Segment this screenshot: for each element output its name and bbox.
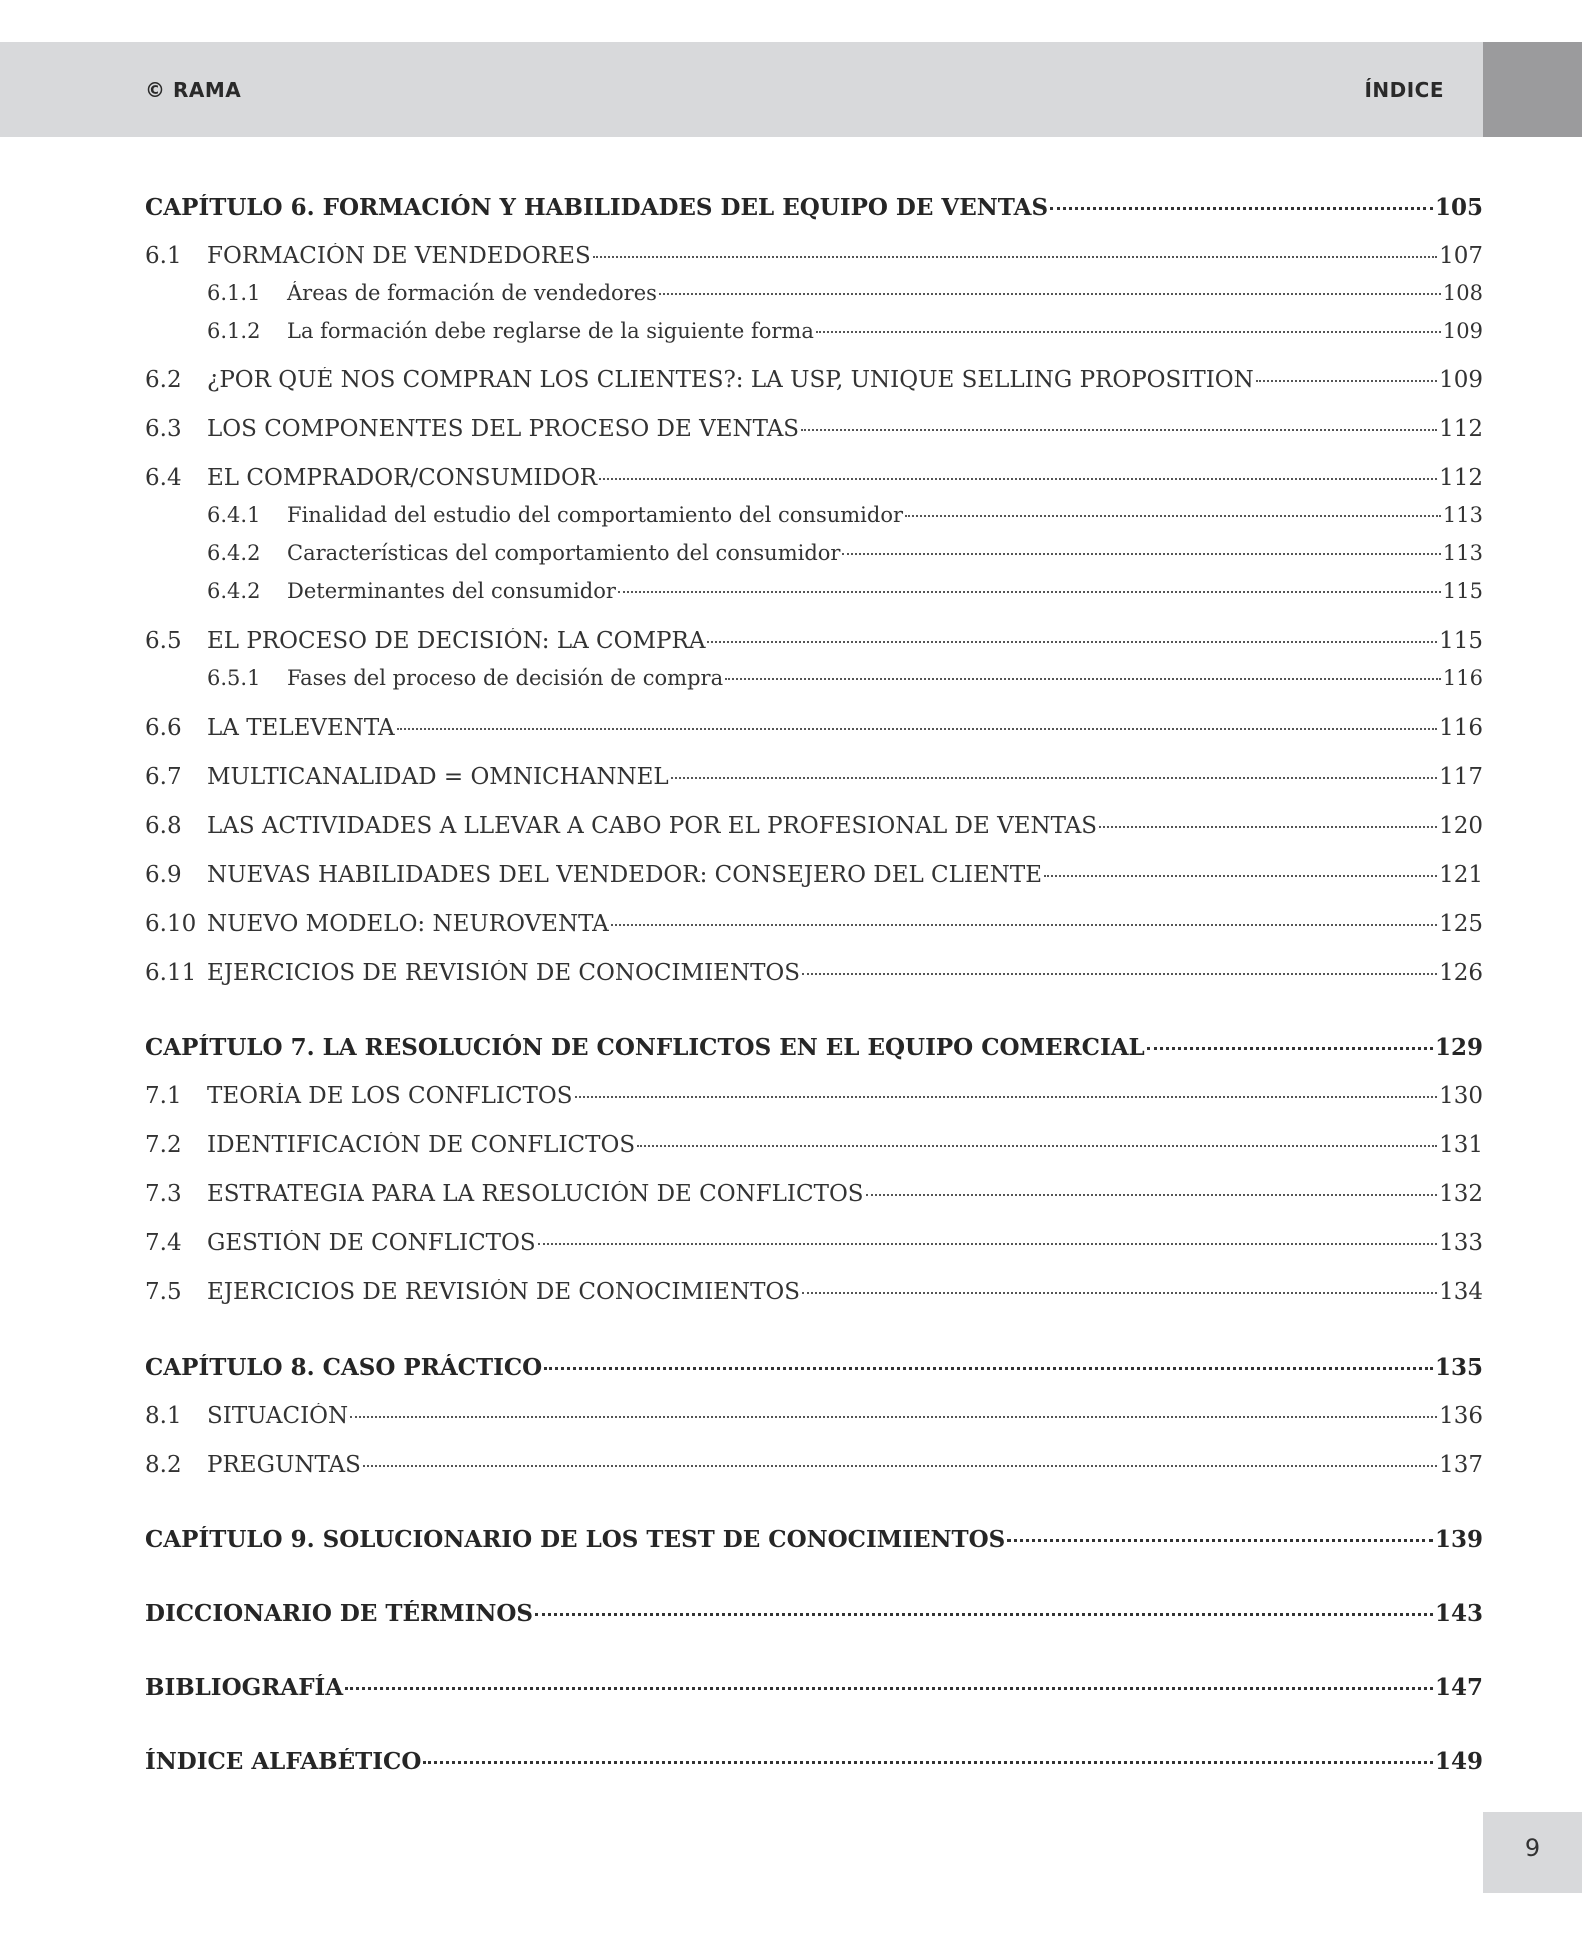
toc-entry-page: 133 <box>1439 1230 1483 1256</box>
toc-entry <box>207 579 1483 613</box>
toc-entry <box>145 1230 1483 1264</box>
dot-leader <box>866 1194 1438 1196</box>
toc-entry-page: 112 <box>1439 465 1483 491</box>
toc-entry <box>207 281 1483 315</box>
toc-entry-page: 126 <box>1439 960 1483 986</box>
toc-entry-page: 131 <box>1439 1132 1483 1158</box>
dot-leader <box>801 429 1437 431</box>
toc-entry-title: CAPÍTULO 9. SOLUCIONARIO DE LOS TEST DE CONOCIMIENTOS <box>145 1526 1006 1553</box>
toc-entry-page: 129 <box>1434 1034 1483 1061</box>
toc-entry-number: 6.4.2 <box>207 579 261 603</box>
dot-leader <box>345 1687 1433 1690</box>
toc-entry-title: Áreas de formación de vendedores <box>287 281 657 305</box>
dot-leader <box>535 1613 1433 1616</box>
toc-entry-title: NUEVAS HABILIDADES DEL VENDEDOR: CONSEJERO DEL CLIENTE <box>207 862 1043 888</box>
dot-leader <box>1044 875 1437 877</box>
toc-entry-page: 109 <box>1439 367 1483 393</box>
dot-leader <box>637 1145 1437 1147</box>
toc-entry-number: 6.10 <box>145 911 197 937</box>
toc-entry-title: EJERCICIOS DE REVISIÓN DE CONOCIMIENTOS <box>207 960 801 986</box>
toc-entry <box>145 1403 1483 1437</box>
toc-entry-title: EL PROCESO DE DECISIÓN: LA COMPRA <box>207 628 706 654</box>
dot-leader <box>397 728 1437 730</box>
toc-entry-number: 6.7 <box>145 764 182 790</box>
toc-entry-title: La formación debe reglarse de la siguiente forma <box>287 319 814 343</box>
toc-entry <box>207 319 1483 353</box>
toc-entry <box>145 911 1483 945</box>
dot-leader <box>593 256 1437 258</box>
toc-entry-title: EL COMPRADOR/CONSUMIDOR <box>207 465 598 491</box>
toc-entry-title: BIBLIOGRAFÍA <box>145 1674 344 1701</box>
dot-leader <box>671 777 1437 779</box>
toc-entry-page: 113 <box>1442 541 1483 565</box>
toc-entry-page: 105 <box>1434 194 1483 221</box>
toc-entry-title: NUEVO MODELO: NEUROVENTA <box>207 911 609 937</box>
toc-entry <box>145 813 1483 847</box>
dot-leader <box>599 478 1437 480</box>
toc-entry-title: Finalidad del estudio del comportamiento del consumidor <box>287 503 904 527</box>
toc-entry-page: 107 <box>1439 243 1483 269</box>
toc-entry-title: ÍNDICE ALFABÉTICO <box>145 1748 422 1775</box>
toc-entry-page: 121 <box>1439 862 1483 888</box>
toc-entry-page: 116 <box>1439 715 1483 741</box>
toc-entry <box>207 666 1483 700</box>
toc-entry-number: 6.1.1 <box>207 281 261 305</box>
toc-entry <box>145 1526 1483 1560</box>
header-publisher: © RAMA <box>145 78 242 102</box>
dot-leader <box>611 924 1437 926</box>
toc-entry-number: 6.8 <box>145 813 182 839</box>
toc-entry <box>145 1034 1483 1068</box>
toc-entry-title: CAPÍTULO 6. FORMACIÓN Y HABILIDADES DEL EQUIPO DE VENTAS <box>145 194 1049 221</box>
dot-leader <box>725 678 1441 680</box>
toc-entry-number: 8.1 <box>145 1403 182 1429</box>
dot-leader <box>544 1367 1433 1370</box>
dot-leader <box>842 553 1440 555</box>
toc-entry-number: 6.5.1 <box>207 666 261 690</box>
toc-entry-number: 6.11 <box>145 960 197 986</box>
toc-entry <box>145 960 1483 994</box>
toc-entry-page: 109 <box>1442 319 1483 343</box>
toc-entry <box>145 1452 1483 1486</box>
toc-entry-page: 134 <box>1439 1279 1483 1305</box>
dot-leader <box>802 1292 1437 1294</box>
toc-entry-page: 149 <box>1434 1748 1483 1775</box>
toc-entry <box>145 243 1483 277</box>
toc-entry <box>145 194 1483 228</box>
toc-entry-page: 136 <box>1439 1403 1483 1429</box>
toc-entry-title: TEORÍA DE LOS CONFLICTOS <box>207 1083 573 1109</box>
toc-entry-number: 7.5 <box>145 1279 182 1305</box>
toc-entry <box>145 1600 1483 1634</box>
toc-entry-title: LA TELEVENTA <box>207 715 395 741</box>
dot-leader <box>423 1761 1433 1764</box>
toc-entry <box>145 465 1483 499</box>
toc-entry-title: LOS COMPONENTES DEL PROCESO DE VENTAS <box>207 416 800 442</box>
dot-leader <box>802 973 1437 975</box>
toc-entry <box>145 715 1483 749</box>
toc-entry-page: 147 <box>1434 1674 1483 1701</box>
toc-entry-number: 6.3 <box>145 416 182 442</box>
dot-leader <box>575 1096 1438 1098</box>
toc-entry-page: 117 <box>1439 764 1483 790</box>
toc-entry-page: 112 <box>1439 416 1483 442</box>
toc-entry-number: 6.4.1 <box>207 503 261 527</box>
dot-leader <box>659 293 1441 295</box>
toc-entry <box>145 1354 1483 1388</box>
toc-entry <box>145 764 1483 798</box>
toc-entry-title: ¿POR QUÉ NOS COMPRAN LOS CLIENTES?: LA USP, UNIQUE SELLING PROPOSITION <box>207 367 1254 393</box>
toc-entry-title: FORMACIÓN DE VENDEDORES <box>207 243 591 269</box>
toc-entry-title: Características del comportamiento del consumidor <box>287 541 841 565</box>
toc-entry-page: 135 <box>1434 1354 1483 1381</box>
dot-leader <box>707 641 1437 643</box>
page-number: 9 <box>1524 1834 1541 1862</box>
toc-entry-page: 115 <box>1442 579 1483 603</box>
toc-entry-number: 6.4 <box>145 465 182 491</box>
toc-entry-page: 137 <box>1439 1452 1483 1478</box>
dot-leader <box>538 1243 1437 1245</box>
dot-leader <box>905 515 1441 517</box>
toc-entry-page: 143 <box>1434 1600 1483 1627</box>
toc-entry-number: 6.9 <box>145 862 182 888</box>
toc-entry-number: 6.1 <box>145 243 182 269</box>
toc-entry-number: 6.6 <box>145 715 182 741</box>
dot-leader <box>1007 1539 1433 1542</box>
toc-entry-number: 6.4.2 <box>207 541 261 565</box>
dot-leader <box>1256 380 1437 382</box>
toc-entry <box>145 1132 1483 1166</box>
toc-entry-title: Fases del proceso de decisión de compra <box>287 666 724 690</box>
dot-leader <box>1099 826 1437 828</box>
toc-entry-page: 132 <box>1439 1181 1483 1207</box>
toc-entry-page: 116 <box>1442 666 1483 690</box>
dot-leader <box>1050 207 1433 210</box>
toc-entry-title: DICCIONARIO DE TÉRMINOS <box>145 1600 534 1627</box>
toc-entry <box>145 367 1483 401</box>
toc-entry-page: 115 <box>1439 628 1483 654</box>
toc-entry-title: IDENTIFICACIÓN DE CONFLICTOS <box>207 1132 636 1158</box>
toc-entry <box>145 628 1483 662</box>
toc-entry <box>145 416 1483 450</box>
toc-entry-title: SITUACIÓN <box>207 1403 349 1429</box>
toc-entry-number: 8.2 <box>145 1452 182 1478</box>
toc-entry <box>145 1674 1483 1708</box>
toc-entry-page: 120 <box>1439 813 1483 839</box>
toc-entry-title: Determinantes del consumidor <box>287 579 616 603</box>
toc-entry-page: 113 <box>1442 503 1483 527</box>
header-section-title: ÍNDICE <box>1364 78 1444 102</box>
toc-entry-title: MULTICANALIDAD = OMNICHANNEL <box>207 764 669 790</box>
toc-entry-number: 7.3 <box>145 1181 182 1207</box>
toc-entry-title: LAS ACTIVIDADES A LLEVAR A CABO POR EL PROFESIONAL DE VENTAS <box>207 813 1098 839</box>
dot-leader <box>350 1416 1437 1418</box>
toc-entry <box>145 862 1483 896</box>
toc-entry <box>145 1083 1483 1117</box>
toc-entry <box>145 1279 1483 1313</box>
dot-leader <box>1147 1047 1433 1050</box>
toc-entry-title: ESTRATEGIA PARA LA RESOLUCIÓN DE CONFLICTOS <box>207 1181 864 1207</box>
toc-entry-number: 7.2 <box>145 1132 182 1158</box>
toc-entry-title: GESTIÓN DE CONFLICTOS <box>207 1230 536 1256</box>
toc-entry-number: 6.2 <box>145 367 182 393</box>
toc-entry-page: 130 <box>1439 1083 1483 1109</box>
toc-entry-page: 139 <box>1434 1526 1483 1553</box>
header-tab <box>1483 42 1582 137</box>
toc-entry-title: CAPÍTULO 8. CASO PRÁCTICO <box>145 1354 543 1381</box>
toc-entry-number: 6.5 <box>145 628 182 654</box>
toc-entry <box>207 541 1483 575</box>
dot-leader <box>816 331 1441 333</box>
toc-entry-number: 7.1 <box>145 1083 182 1109</box>
toc-entry-title: EJERCICIOS DE REVISIÓN DE CONOCIMIENTOS <box>207 1279 801 1305</box>
toc-entry-page: 108 <box>1442 281 1483 305</box>
toc-entry <box>145 1181 1483 1215</box>
toc-entry <box>207 503 1483 537</box>
toc-entry-title: CAPÍTULO 7. LA RESOLUCIÓN DE CONFLICTOS EN EL EQUIPO COMERCIAL <box>145 1034 1145 1061</box>
dot-leader <box>363 1465 1437 1467</box>
toc-entry-page: 125 <box>1439 911 1483 937</box>
toc-entry-title: PREGUNTAS <box>207 1452 361 1478</box>
toc-entry-number: 6.1.2 <box>207 319 261 343</box>
toc-entry-number: 7.4 <box>145 1230 182 1256</box>
dot-leader <box>618 591 1441 593</box>
toc-entry <box>145 1748 1483 1782</box>
